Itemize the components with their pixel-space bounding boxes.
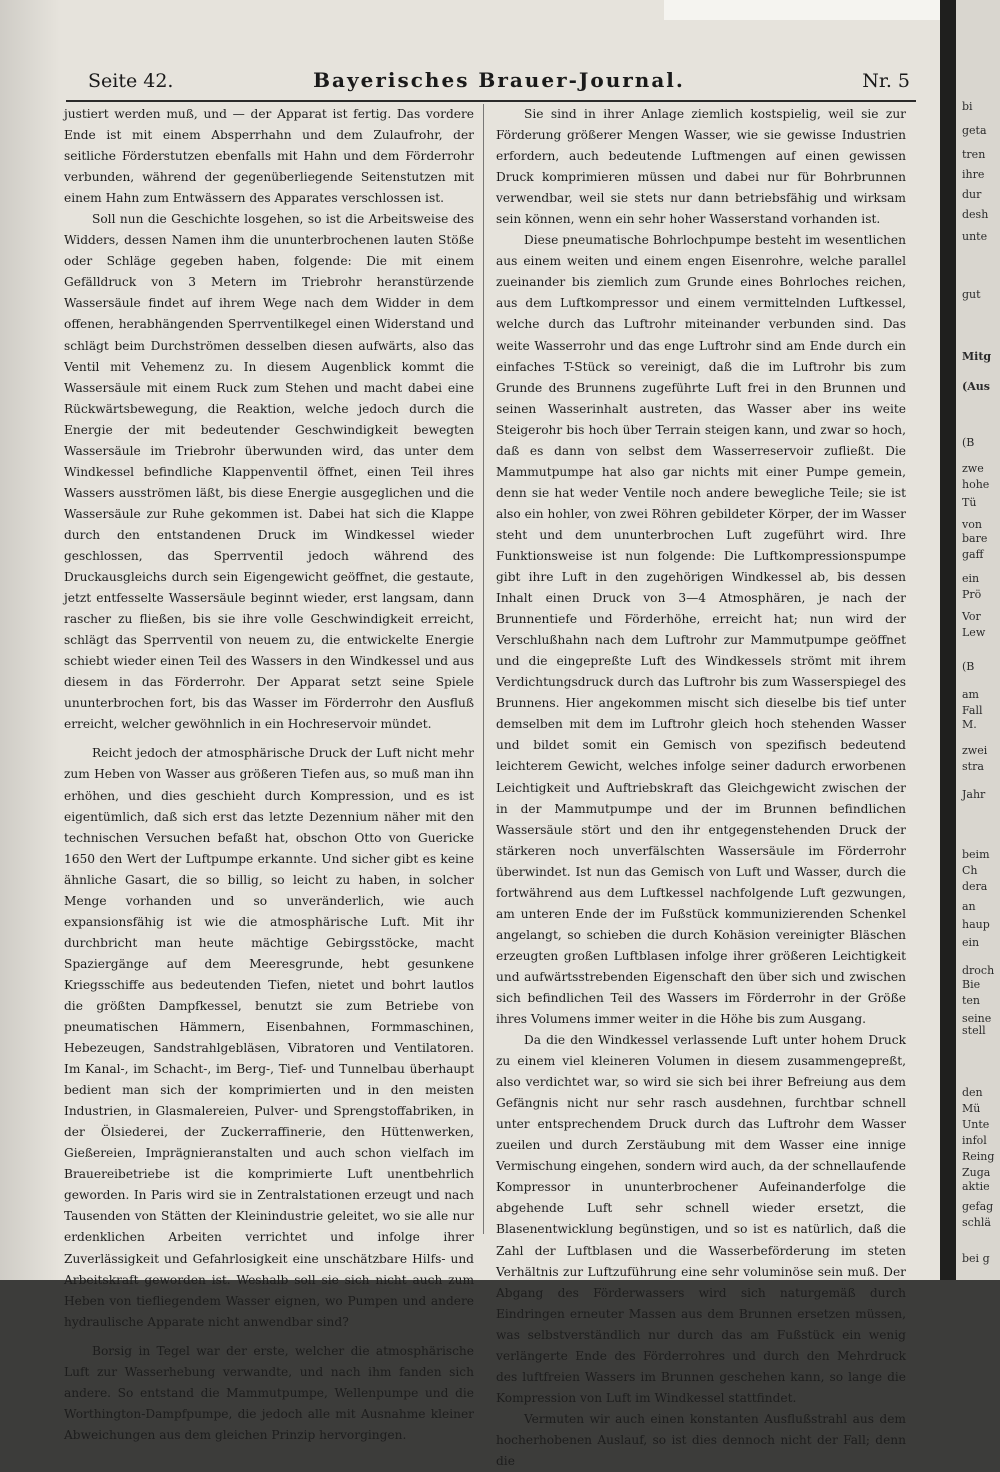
edge-fragment: an bbox=[962, 900, 976, 913]
edge-fragment: Zuga bbox=[962, 1166, 991, 1179]
paragraph: Vermuten wir auch einen konstanten Ausflußstrahl aus dem hocherhobenen Auslauf, so ist dies dennoch nicht der Fall; denn die bbox=[496, 1411, 906, 1468]
edge-fragment: Reing bbox=[962, 1150, 995, 1163]
edge-fragment: zwe bbox=[962, 462, 984, 475]
paragraph: Diese pneumatische Bohrlochpumpe besteht im wesentlichen aus einem weiten und einem engen Eisenrohre, welche parallel zueinander bis ziemlich zum Grunde eines Bohrloches reichen, aus dem Luftkompressor und einem vermittelnden Luftkessel, welche durch das Luftrohr miteinander verbunden sind. Das weite Wasserrohr und das enge Luftrohr sind am Ende durch ein einfaches T-Stück so vereinigt, daß die im Luftrohr bis zum Grunde des Brunnens zugeführte Luft frei in den Brunnen und seinen Wasserinhalt austreten, das Wasser aber ins weite Steigerohr bis hoch über Terrain steigen kann, und zwar so hoch, daß es dann von selbst dem Wasserreservoir zufließt. Die Mammutpumpe hat also gar nichts mit einer Pumpe gemein, denn sie hat weder Ventile noch andere bewegliche Teile; sie ist also ein hohler, von zwei Röhren gebildeter Körper, der im Wasser steht und dem ununterbrochen Luft zugeführt wird. Ihre Funktionsweise ist nun folgende: Die Luftkompressionspumpe gibt ihre Luft in den zugehörigen Windkessel ab, bis dessen Inhalt einen Druck von 3—4 Atmosphären, je nach der Brunnentiefe und Förderhöhe, erreicht hat; nun wird der Verschlußhahn nach dem Luftrohr zur Mammutpumpe geöffnet und die eingepreßte Luft des Windkessels strömt mit ihrem Verdichtungsdruck durch das Luftrohr bis zum Wasserspiegel des Brunnens. Hier angekommen mischt sich dieselbe bis tief unter demselben mit dem im Luftrohr gleich hoch stehenden Wasser und bildet somit ein Gemisch von spezifisch bedeutend leichterem Gewicht, welches infolge seiner dadurch erworbenen Leichtigkeit und Auftriebskraft das Gleichgewicht zwischen der in der Mammutpumpe und der im Brunnen befindlichen Wassersäule stört und den ihr entgegenstehenden Druck der stärkeren noch unverfälschten Wassersäule im Förderrohr überwindet. Ist nun das Gemisch von Luft und Wasser, durch die fortwährend aus dem Luftkessel nachfolgende Luft gezwungen, am unteren Ende der im Fußstück kommunizierenden Schenkel angelangt, so schieben die durch Kohäsion vereinigter Bläschen erzeugten großen Luftblasen infolge ihrer größeren Leichtigkeit und aufwärtsstrebenden Eigenschaft den über sich und zwischen sich befindlichen Teil des Wassers im Förderrohr in der Größe ihres Volumens immer weiter in die Höhe bis zum Ausgang. bbox=[496, 233, 906, 1027]
edge-fragment: unte bbox=[962, 230, 988, 243]
edge-fragment: geta bbox=[962, 124, 987, 137]
edge-fragment: schlä bbox=[962, 1216, 991, 1229]
edge-fragment: gaff bbox=[962, 548, 984, 561]
edge-fragment: Lew bbox=[962, 626, 986, 639]
paragraph: Reicht jedoch der atmosphärische Druck der Luft nicht mehr zum Heben von Wasser aus größeren Tiefen aus, so muß man ihn erhöhen, und dies geschieht durch Kompression, und es ist eigentümlich, daß sich erst das letzte Dezennium näher mit den technischen Versuchen befaßt hat, obschon Otto von Guericke 1650 den Wert der Luftpumpe erkannte. Und sicher gibt es keine ähnliche Gasart, die so billig, so leicht zu haben, in solcher Menge vorhanden und so unveränderlich, wie auch expansionsfähig ist wie die atmosphärische Luft. Mit ihr durchbricht man heute mächtige Gebirgsstöcke, macht Spaziergänge auf dem Meeresgrunde, hebt gesunkene Kriegsschiffe aus bedeutenden Tiefen, nietet und bohrt lautlos die größten Dampfkessel, benutzt sie zum Betriebe von pneumatischen Hämmern, Eisenbahnen, Formmaschinen, Hebezeugen, Sandstrahlgebläsen, Vibratoren und Ventilatoren. Im Kanal-, im Schacht-, im Berg-, Tief- und Tunnelbau überhaupt bedient man sich der komprimierten und in den meisten Industrien, in Glasmalereien, Pulver- und Sprengstoffabriken, in der Ölsiederei, der Zuckerraffinerie, den Hüttenwerken, Gießereien, Imprägnieranstalten und auch schon vielfach im Brauereibetriebe ist die komprimierte Luft unentbehrlich geworden. In Paris wird sie in Zentralstationen erzeugt und nach Tausenden von Stätten der Kleinindustrie geleitet, wo sie alle nur erdenklichen Arbeiten verrichtet und infolge ihrer Zuverlässigkeit und Gefahrlosigkeit eine unschätzbare Hilfs- und Arbeitskraft geworden ist. Weshalb soll sie sich nicht auch zum Heben von tiefliegendem Wasser eignen, wo Pumpen und andere hydraulische Apparate nicht anwendbar sind? bbox=[64, 746, 474, 1329]
edge-fragment: stell bbox=[962, 1024, 986, 1037]
edge-fragment: ein bbox=[962, 572, 980, 585]
paragraph: Borsig in Tegel war der erste, welcher die atmosphärische Luft zur Wasserhebung verwandte, und nach ihm fanden sich andere. So entstand die Mammutpumpe, Wellenpumpe und die Worthington-Dampfpumpe, die jedoch alle mit Ausnahme kleiner Abweichungen aus dem gleichen Prinzip hervorgingen. bbox=[64, 1343, 474, 1442]
edge-fragment: von bbox=[962, 518, 982, 531]
column-divider bbox=[483, 104, 484, 1234]
paragraph: justiert werden muß, und — der Apparat ist fertig. Das vordere Ende ist mit einem Absperrhahn und dem Zulaufrohr, der seitliche Förderstutzen ebenfalls mit Hahn und dem Förderrohr verbunden, während der gegenüberliegende Seitenstutzen mit einem Hahn zum Entwässern des Apparates verschlossen ist. bbox=[64, 107, 474, 206]
page-number: Seite 42. bbox=[88, 70, 174, 92]
page-header bbox=[88, 66, 910, 100]
edge-fragment: infol bbox=[962, 1134, 987, 1147]
edge-fragment: am bbox=[962, 688, 979, 701]
edge-fragment: Mü bbox=[962, 1102, 981, 1115]
paragraph: Soll nun die Geschichte losgehen, so ist die Arbeitsweise des Widders, dessen Namen ihm die ununterbrochenen lauten Stöße oder Schläge gegeben haben, folgende: Die mit einem Gefälldruck von 3 Metern im Triebrohr heranstürzende Wassersäule findet auf ihrem Wege nach dem Widder in dem offenen, herabhängenden Sperrventilkegel einen Widerstand und schlägt beim Durchströmen desselben diesen aufwärts, also das Ventil mit Vehemenz zu. In diesem Augenblick kommt die Wassersäule mit einem Ruck zum Stehen und macht dabei eine Rückwärtsbewegung, die Reaktion, welche jedoch durch die Energie der mit bedeutender Geschwindigkeit bewegten Wassersäule im Triebrohr überwunden wird, das unter dem Windkessel befindliche Klappenventil öffnet, einen Teil ihres Wassers ausströmen läßt, bis diese Energie ausgeglichen und die Wassersäule zur Ruhe gekommen ist. Dabei hat sich die Klappe durch den entstandenen Druck im Windkessel wieder geschlossen, das Sperrventil jedoch während des Druckausgleichs durch sein Eigengewicht geöffnet, die gestaute, jetzt entfesselte Wassersäule beginnt wieder, erst langsam, dann rascher zu fließen, bis sie ihre volle Geschwindigkeit erreicht, schlägt das Sperrventil von neuem zu, die entwickelte Energie schiebt wieder einen Teil des Wassers in den Windkessel und aus diesem in das Förderrohr. Der Apparat setzt seine Spiele ununterbrochen fort, bis das Wasser im Förderrohr den Ausfluß erreicht, welcher gewöhnlich in ein Hochreservoir mündet. bbox=[64, 212, 474, 732]
edge-fragment: bi bbox=[962, 100, 973, 113]
edge-fragment: Bie bbox=[962, 978, 981, 991]
edge-fragment: Prö bbox=[962, 588, 982, 601]
edge-fragment: (Aus bbox=[962, 380, 990, 393]
edge-fragment: Vor bbox=[962, 610, 981, 623]
edge-fragment: Ch bbox=[962, 864, 978, 877]
edge-fragment: beim bbox=[962, 848, 990, 861]
edge-fragment: zwei bbox=[962, 744, 988, 757]
paragraph: Da die den Windkessel verlassende Luft unter hohem Druck zu einem viel kleineren Volumen in diesem zusammengepreßt, also verdichtet war, so wird sie sich bei ihrer Befreiung aus dem Gefängnis nicht nur sehr rasch ausdehnen, furchtbar schnell unter entsprechendem Druck durch das Luftrohr dem Wasser zueilen und durch Zerstäubung mit dem Wasser eine innige Vermischung eingehen, sondern wird auch, da der schnellaufende Kompressor in ununterbrochener Aufeinanderfolge die abgehende Luft sehr schnell wieder ersetzt, die Blasenentwicklung begünstigen, und so ist es natürlich, daß die Zahl der Luftblasen und die Wasserbeförderung im steten Verhältnis zur Luftzuführung eine sehr voluminöse sein muß. Der Abgang des Förderwassers wird sich naturgemäß durch Eindringen erneuter Massen aus dem Brunnen ersetzen müssen, was selbstverständlich nur durch das am Fußstück ein wenig verlängerte Ende des Förderrohres und durch den Mehrdruck des luftfreien Wassers im Brunnen geschehen kann, so lange die Kompression von Luft im Windkessel stattfindet. bbox=[496, 1033, 906, 1405]
edge-fragment: Fall bbox=[962, 704, 983, 717]
left-column bbox=[64, 104, 474, 1446]
right-column bbox=[496, 104, 906, 1472]
edge-fragment: dera bbox=[962, 880, 988, 893]
edge-fragment: haup bbox=[962, 918, 990, 931]
edge-fragment: bei g bbox=[962, 1252, 990, 1265]
edge-fragment: Mitg bbox=[962, 350, 992, 363]
edge-fragment: (B bbox=[962, 436, 975, 449]
edge-fragment: gut bbox=[962, 288, 981, 301]
edge-fragment: gefag bbox=[962, 1200, 994, 1213]
journal-title: Bayerisches Brauer-Journal. bbox=[313, 68, 685, 92]
paragraph: Sie sind in ihrer Anlage ziemlich kostspielig, weil sie zur Förderung größerer Mengen Wasser, wie sie gewisse Industrien erfordern, auch bedeutende Luftmengen auf einen gewissen Druck komprimieren müssen und dabei nur für Bohrbrunnen verwendbar, weil sie stets nur dann betriebsfähig und wirksam sein können, wenn ein sehr hoher Wasserstand vorhanden ist. bbox=[496, 107, 906, 227]
edge-fragment: dur bbox=[962, 188, 982, 201]
edge-fragment: ihre bbox=[962, 168, 985, 181]
edge-fragment: bare bbox=[962, 532, 988, 545]
edge-fragment: M. bbox=[962, 718, 977, 731]
edge-fragment: Unte bbox=[962, 1118, 990, 1131]
issue-number: Nr. 5 bbox=[862, 70, 910, 92]
torn-corner bbox=[664, 0, 950, 20]
edge-fragment: stra bbox=[962, 760, 984, 773]
edge-fragment: (B bbox=[962, 660, 975, 673]
edge-fragment: ten bbox=[962, 994, 981, 1007]
edge-fragment: seine bbox=[962, 1012, 992, 1025]
edge-fragment: ein bbox=[962, 936, 980, 949]
edge-fragment: den bbox=[962, 1086, 983, 1099]
edge-fragment: tren bbox=[962, 148, 986, 161]
edge-fragment: desh bbox=[962, 208, 989, 221]
edge-fragment: hohe bbox=[962, 478, 990, 491]
edge-fragment: aktie bbox=[962, 1180, 990, 1193]
edge-fragment: droch bbox=[962, 964, 995, 977]
edge-fragment: Jahr bbox=[962, 788, 986, 801]
book-gutter bbox=[940, 0, 956, 1280]
edge-fragment: Tü bbox=[962, 496, 977, 509]
header-rule bbox=[66, 100, 916, 102]
